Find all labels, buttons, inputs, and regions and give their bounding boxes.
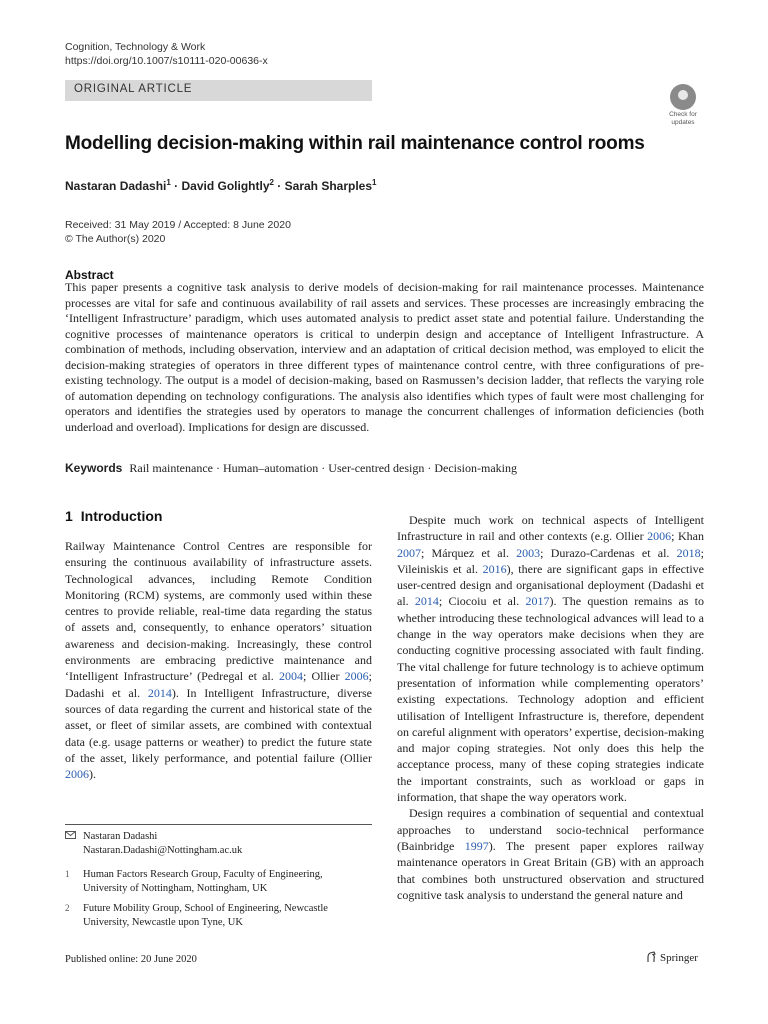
author-separator: ·	[170, 179, 182, 193]
text-run: ; Márquez et al.	[421, 545, 517, 560]
text-run: ; Vileiniskis et al.	[397, 545, 704, 576]
journal-header	[65, 40, 268, 68]
right-column	[397, 512, 704, 903]
published-online-date: Published online: 20 June 2020	[65, 954, 197, 965]
citation-link[interactable]: 2017	[525, 594, 550, 609]
author-list	[65, 178, 376, 193]
abstract-heading: Abstract	[65, 268, 114, 282]
text-run: Design requires a combination of sequential and contextual approaches to understand socio-technical performance (Bainbridge	[397, 806, 704, 853]
citation-link[interactable]: 2016	[482, 561, 507, 576]
text-run: ; Khan	[671, 529, 705, 544]
received-accepted-dates: Received: 31 May 2019 / Accepted: 8 June 2020	[65, 219, 291, 231]
citation-link[interactable]: 2007	[397, 545, 421, 560]
section-heading	[65, 508, 372, 538]
text-run: ).	[89, 767, 96, 782]
footnote-mark: 2	[65, 903, 70, 913]
citation-link[interactable]: 2014	[147, 685, 172, 700]
publisher-name: Springer	[660, 952, 698, 964]
text-run: ; Dadashi et al.	[65, 669, 372, 700]
text-run: ). In Intelligent Infrastructure, diverse sources of data regarding the current and historical state of the asset, or fleet of similar assets, are combined with contextual data (e.g. usage patterns or weather) to predict the future state of the asset, likely performance, and potential failure (Ollier	[65, 685, 372, 765]
journal-name: Cognition, Technology & Work	[65, 41, 206, 53]
affiliation-footnote-2	[65, 902, 372, 929]
body-paragraph	[397, 512, 704, 805]
publisher-logo	[646, 951, 698, 964]
article-type-banner	[65, 80, 372, 101]
citation-link[interactable]: 2003	[516, 545, 541, 560]
body-paragraph	[65, 538, 372, 782]
citation-link[interactable]: 2018	[676, 545, 701, 560]
text-run: ; Durazo-Cardenas et al.	[540, 545, 677, 560]
affiliation-mark: 1	[372, 178, 377, 187]
article-dates	[65, 218, 291, 246]
author-name[interactable]: Sarah Sharples	[284, 179, 373, 193]
affiliation-line: Human Factors Research Group, Faculty of Engineering,	[83, 869, 323, 880]
paper-title: Modelling decision-making within rail maintenance control rooms	[65, 133, 645, 154]
left-column	[65, 508, 372, 782]
check-for-updates-line1: Check for	[669, 111, 697, 118]
article-type-label: ORIGINAL ARTICLE	[74, 83, 193, 95]
affiliation-mark: 1	[166, 178, 171, 187]
affiliation-mark: 2	[269, 178, 274, 187]
envelope-icon	[65, 830, 76, 844]
section-title: Introduction	[80, 508, 163, 524]
copyright-line: © The Author(s) 2020	[65, 233, 166, 245]
author-name[interactable]: David Golightly	[181, 179, 270, 193]
keywords-line	[65, 461, 705, 476]
corresponding-author-name: Nastaran Dadashi	[83, 831, 158, 842]
springer-horse-icon	[646, 951, 657, 963]
check-for-updates-icon	[670, 84, 696, 110]
citation-link[interactable]: 1997	[464, 838, 489, 853]
corresponding-author-footnote	[65, 830, 372, 857]
affiliation-line: University of Nottingham, Nottingham, UK	[83, 882, 268, 894]
abstract-text: This paper presents a cognitive task analysis to derive models of decision-making for rail maintenance processes. Maintenance processes are vital for safe and continuous availability of rail assets and services. These processes are increasingly embracing the ‘Intelligent Infrastructure’ paradigm, which uses automated analysis to predict asset state and potential failure. Understanding the cognitive processes of maintenance operators is critical to underpin design and acceptance of Intelligent Infrastructure. A combination of methods, including observation, interview and an adaptation of critical decision method, was employed to elicit the decision-making strategies of operators in three different types of maintenance control centre, with three configurations of pre-existing technology. The output is a model of decision-making, based on Rasmussen’s decision ladder, that reflects the varying role of automation depending on technology configurations. The analysis also identifies which types of fault were most challenging for operators and identifies the strategies used by operators to manage the concurrent challenges of information deficiencies (both underload and overload). Implications for design are discussed.	[65, 280, 704, 434]
text-run: ; Ollier	[302, 669, 345, 684]
footnote-mark: 1	[65, 869, 70, 879]
text-run: ), there are significant gaps in effective user-centred design and organisational deployment (Dadashi et al.	[397, 561, 705, 609]
citation-link[interactable]: 2006	[65, 767, 89, 782]
check-for-updates-line2: updates	[671, 119, 695, 126]
citation-link[interactable]: 2006	[344, 669, 369, 684]
section-number: 1	[65, 508, 73, 524]
citation-link[interactable]: 2004	[278, 669, 303, 684]
text-run: ). The present paper explores railway maintenance operators in Great Britain (GB) with an approach that combines both unstructured observation and structured cognitive task analysis to understand the general nature and	[397, 838, 704, 902]
citation-link[interactable]: 2014	[414, 594, 439, 609]
affiliation-footnote-1	[65, 868, 372, 895]
body-paragraph	[397, 805, 704, 903]
affiliation-line: University, Newcastle upon Tyne, UK	[83, 916, 243, 928]
corresponding-author-email[interactable]: Nastaran.Dadashi@Nottingham.ac.uk	[83, 844, 243, 856]
text-run: Despite much work on technical aspects of Intelligent Infrastructure in rail and other contexts (e.g. Ollier	[397, 513, 704, 544]
doi-link[interactable]: https://doi.org/10.1007/s10111-020-00636-x	[65, 55, 268, 67]
author-name[interactable]: Nastaran Dadashi	[65, 179, 167, 193]
text-run: ; Ciocoiu et al.	[438, 594, 526, 609]
check-for-updates-badge[interactable]	[663, 84, 703, 124]
footnote-divider	[65, 824, 372, 825]
author-separator: ·	[273, 179, 285, 193]
text-run: ). The question remains as to whether introducing these technological advances will lead to a change in the way operators make decisions when they are conducting cognitive processing associated with fault finding. The vital challenge for future technology is to achieve optimum presentation of information while complementing operators’ existing expectations. Technology adoption and efficient utilisation of Intelligent Infrastructure is, therefore, dependent on careful alignment with operators’ expertise, decision-making and major coping strategies. Not only does this help the acceptance process, many of these coping strategies indicate the important constraints, such as workload or gaps in information, that shape the way operators work.	[397, 594, 704, 805]
text-run: Railway Maintenance Control Centres are responsible for ensuring the continuous availability of infrastructure assets. Technological advances, including Remote Condition Monitoring (RCM) systems, are commonly used within these centres to provide reliable, real-time data regarding the status of assets and, consequently, to enhance operators’ situation awareness and decision-making. Increasingly, these control environments are embracing predictive maintenance and ‘Intelligent Infrastructure’ (Pedregal et al.	[65, 539, 372, 684]
keywords-list: Rail maintenance · Human–automation · User-centred design · Decision-making	[129, 461, 517, 475]
keywords-heading: Keywords	[65, 461, 123, 475]
affiliation-line: Future Mobility Group, School of Engineering, Newcastle	[83, 903, 328, 914]
citation-link[interactable]: 2006	[647, 529, 672, 544]
